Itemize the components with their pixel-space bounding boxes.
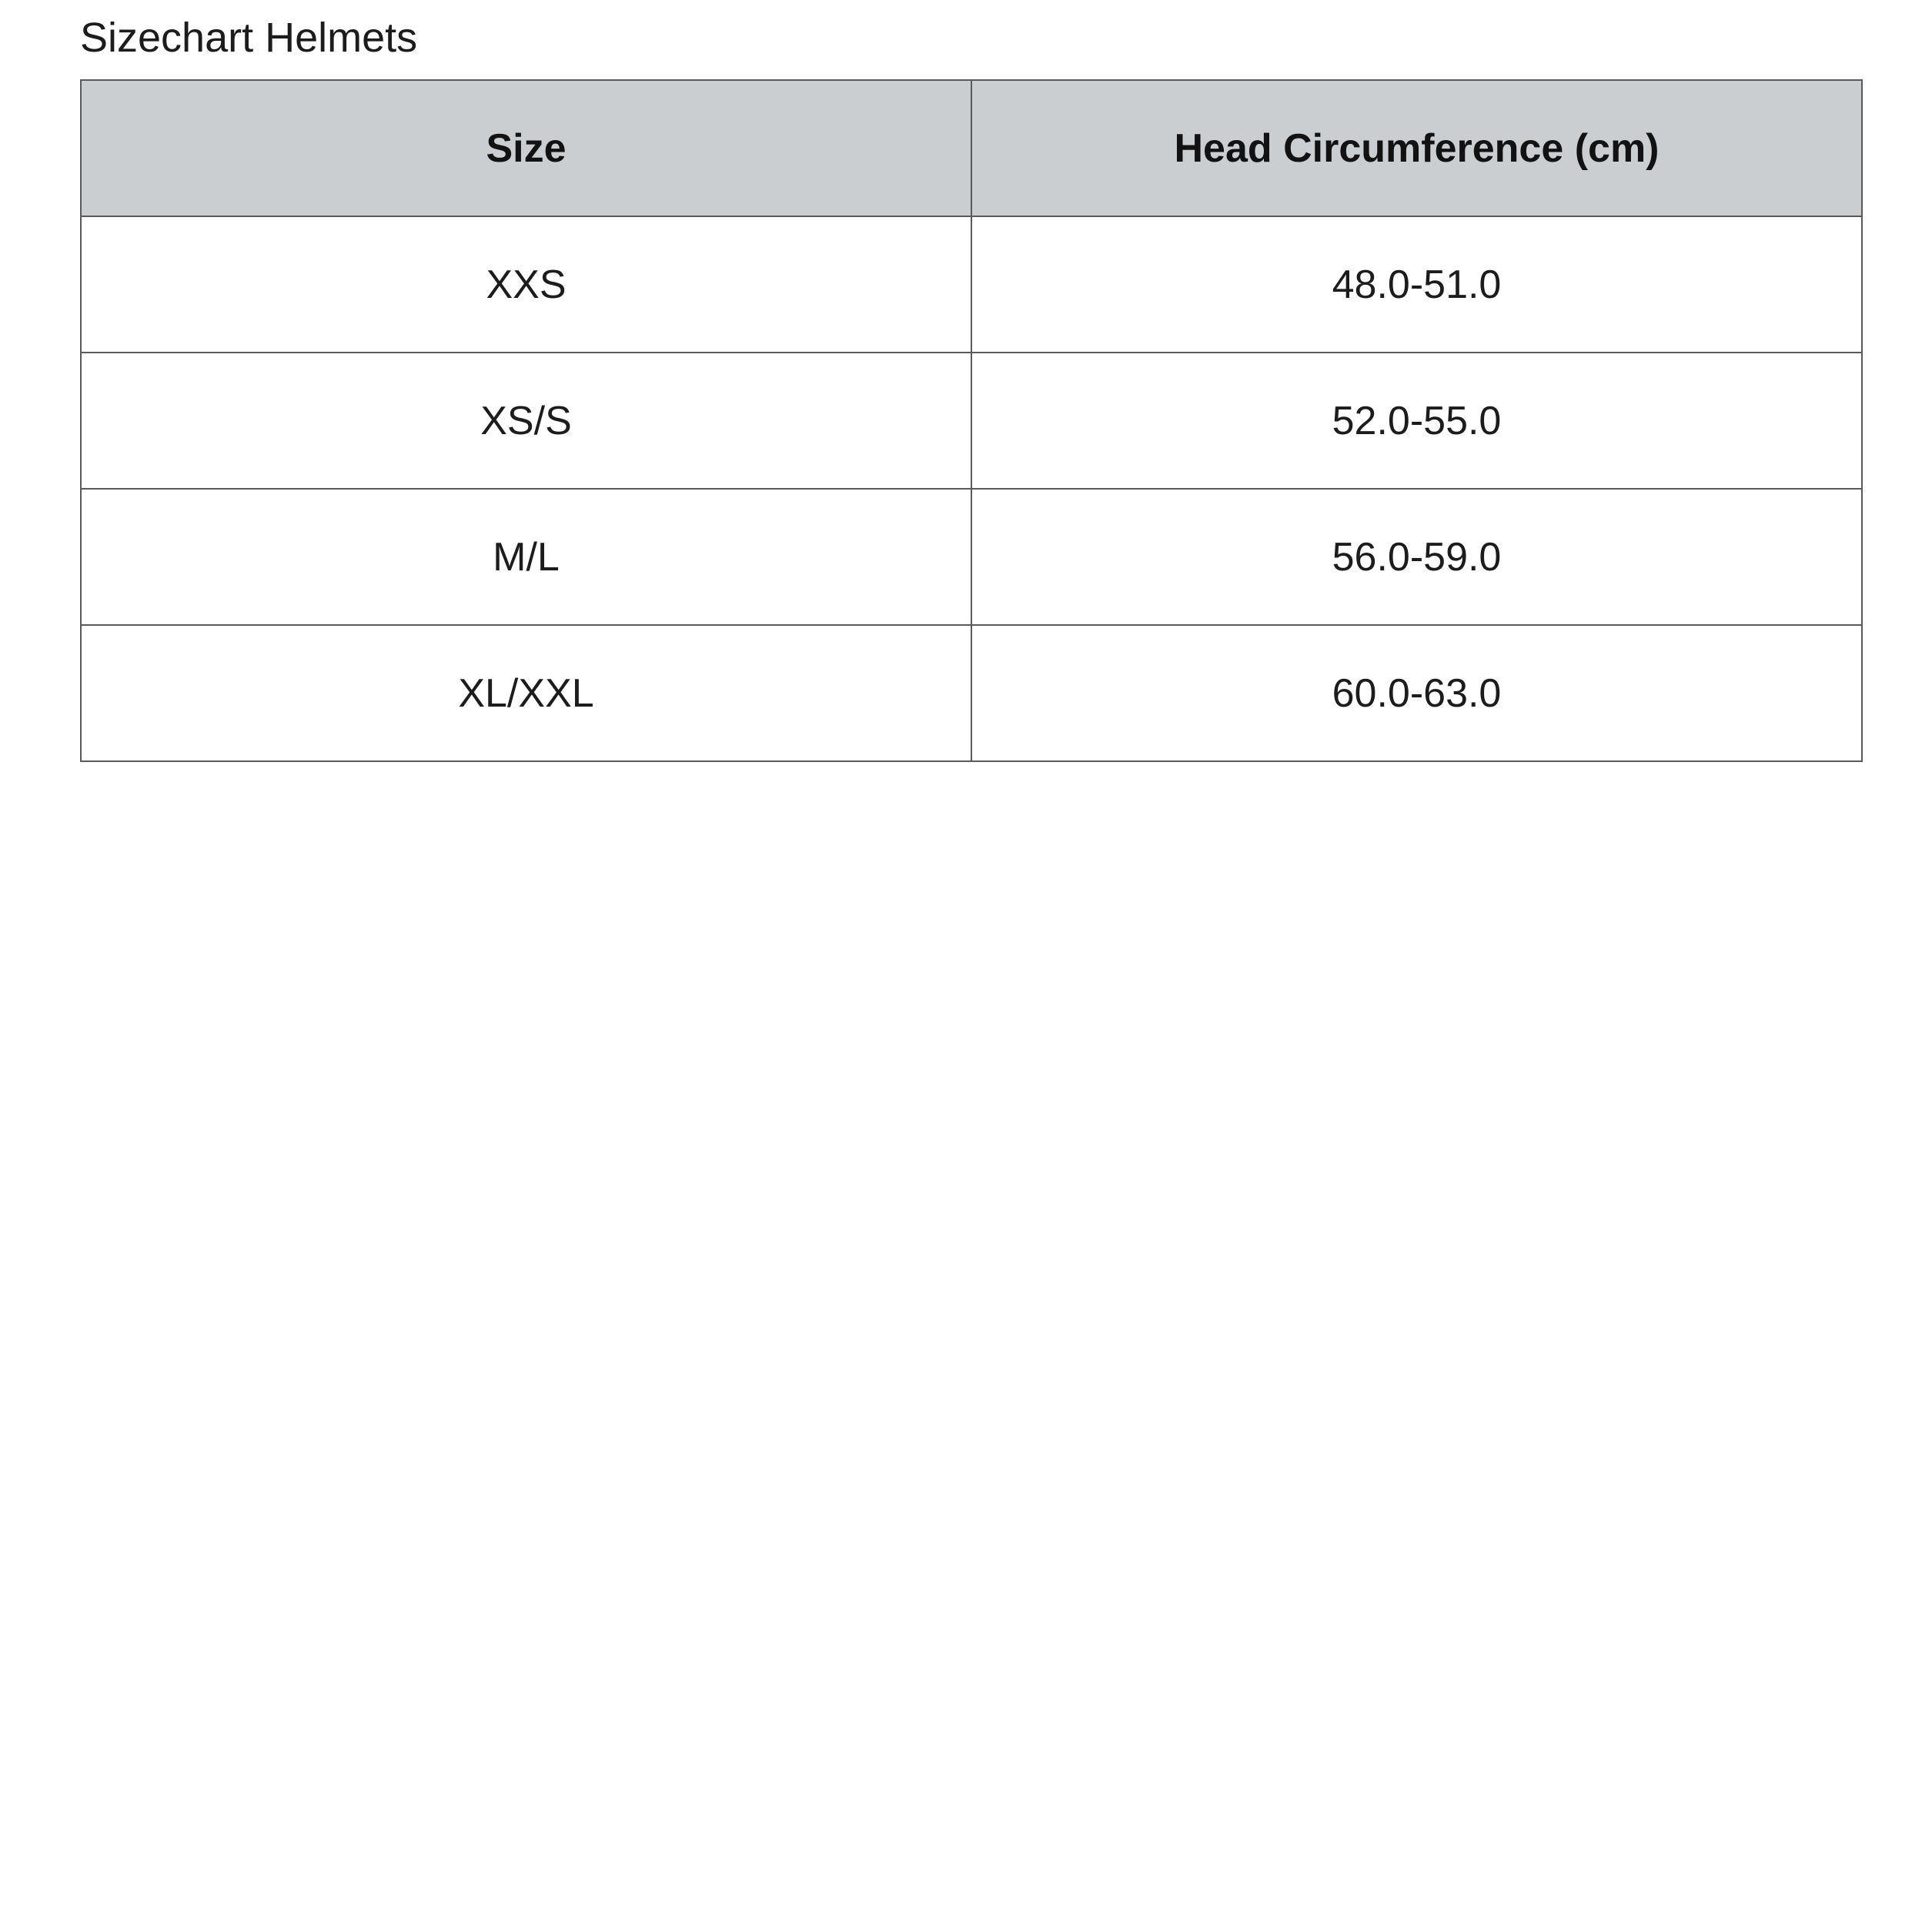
circumference-cell: 48.0-51.0 <box>971 216 1862 353</box>
column-header-size: Size <box>81 80 971 216</box>
column-header-head-circumference: Head Circumference (cm) <box>971 80 1862 216</box>
size-cell: XS/S <box>81 353 971 489</box>
size-cell: XL/XXL <box>81 625 971 761</box>
circumference-cell: 52.0-55.0 <box>971 353 1862 489</box>
table-row <box>81 216 1862 353</box>
page-title: Sizechart Helmets <box>80 15 418 61</box>
size-cell: M/L <box>81 489 971 625</box>
size-chart-table <box>80 79 1863 762</box>
circumference-cell: 56.0-59.0 <box>971 489 1862 625</box>
table-row <box>81 353 1862 489</box>
circumference-cell: 60.0-63.0 <box>971 625 1862 761</box>
table-header-row <box>81 80 1862 216</box>
table-row <box>81 625 1862 761</box>
table-row <box>81 489 1862 625</box>
size-cell: XXS <box>81 216 971 353</box>
